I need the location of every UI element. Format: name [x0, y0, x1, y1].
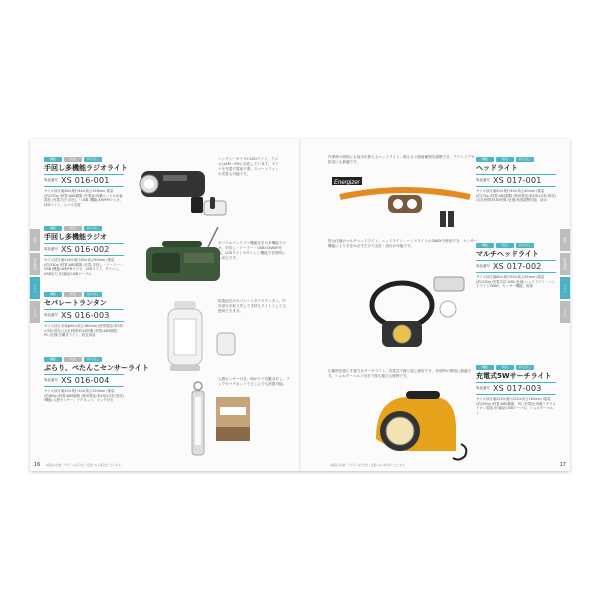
product-spec: サイズ(約) 幅125×奥行220×高さ185mm /重量(約)590g /材質:ABS樹脂、PC /充電池:内蔵リチウムイオン電池 /付属品:USBケーブル、ショルダーベルト [476, 397, 556, 415]
page-gutter [299, 139, 301, 471]
lantern-photo [160, 299, 210, 375]
headlight-photo [330, 175, 480, 231]
tag: 持ち出し [84, 292, 102, 297]
product-code: XS 016-003 [61, 311, 110, 320]
tag: 防災 [64, 157, 82, 162]
tag: 持ち出し [84, 357, 102, 362]
product-block [476, 243, 556, 305]
hand-crank-photo [200, 195, 230, 221]
product-spec: サイズ(約) 幅55×奥行45×高さ40mm /重量(約)75g /材質:ABS樹脂 /使用電池:単4形×3本(別売) /点灯時間:約30時間 /仕様:角度調整可能、防水 [476, 189, 556, 203]
product-title: ぶらり、ぺたんこセンサーライト [44, 364, 149, 372]
side-tab-active[interactable]: ライト [560, 277, 570, 299]
product-code: XS 017-003 [493, 384, 542, 393]
side-tab[interactable]: 防災 [30, 229, 40, 251]
side-tab-active[interactable]: ライト [30, 277, 40, 299]
code-label: 単品番号 [476, 264, 490, 268]
side-tab[interactable]: ラジオ [30, 301, 40, 323]
tag: 機能 [44, 357, 62, 362]
side-tab[interactable]: 防災 [560, 229, 570, 251]
tag: 機能 [476, 365, 494, 370]
product-title: ヘッドライト [476, 164, 518, 172]
page-number: 16 [34, 462, 41, 468]
multi-headlight-photo [362, 269, 472, 359]
product-description: 人感センサー付き。暗がりで自動点灯し、フックやマグネットでどこにでも設置可能。 [218, 377, 290, 386]
product-title: 手回し多機能ラジオ [44, 233, 107, 241]
sensor-light-room-photo [216, 397, 250, 441]
product-block [44, 226, 124, 288]
lantern-detail-photo [213, 329, 239, 359]
tag: 防災 [496, 243, 514, 248]
product-description: 広範囲を照らす強力なサーチライト。充電式で繰り返し使用でき、非常時の照明に最適です。ショルダーベルト付きで持ち運びも便利です。 [328, 369, 472, 378]
right-side-tabs [560, 229, 570, 325]
product-code: XS 016-002 [61, 245, 110, 254]
footnote: ※商品の仕様・デザインは予告なく変更になる場合がございます。 [46, 464, 124, 467]
product-spec: サイズ(約) 幅58×奥行44×高さ156mm 重量(約)170g /材質:ABS樹脂 /充電池:内蔵ニッケル水素電池 /充電方法:手回し・USB /機能:AM/FMラジオ、LEDライト、スマホ充電 [44, 189, 123, 207]
product-spec: サイズ(約) 幅150×奥行65×高さ80mm /重量(約)330g /材質:ABS樹脂 /充電:手回し・ソーラー・USB /機能:AM/FMラジオ、LEDライト、サイレン、USB出力 /付属品:USBケーブル [44, 258, 123, 276]
product-block [476, 157, 556, 219]
product-description: 乾電池式のセパレートタイプランタン。中央部分を取り外して手持ちライトとしても使用できます。 [218, 299, 287, 313]
tag: 持ち出し [516, 157, 534, 162]
product-title: マルチヘッドライト [476, 250, 539, 258]
product-code: XS 017-001 [493, 176, 542, 185]
tag: 防災 [64, 357, 82, 362]
product-code: XS 016-001 [61, 176, 110, 185]
code-label: 単品番号 [476, 178, 490, 182]
code-label: 単品番号 [476, 386, 490, 390]
footnote: ※商品の仕様・デザインは予告なく変更になる場合がございます。 [330, 464, 408, 467]
page-number: 17 [559, 462, 566, 468]
tag: 機能 [44, 292, 62, 297]
code-label: 単品番号 [44, 247, 58, 251]
brand-logo-text: Energizer [334, 180, 360, 186]
code-label: 単品番号 [44, 178, 58, 182]
product-code: XS 017-002 [493, 262, 542, 271]
product-description: ハンディータイプのLEDライト。ラジオはAM・FMに対応しています。ダイナモ充電で電池不要。スマートフォンの充電も可能です。 [218, 157, 279, 176]
tag: 機能 [476, 157, 494, 162]
side-tab[interactable]: 防災用品 [30, 253, 40, 275]
product-title: 手回し多機能ラジオライト [44, 164, 128, 172]
product-description: モバイルバッテリー機能付きの多機能ラジオ。手回し・ソーラー・USBの3WAY充電。LEDライトやサイレン機能で非常時にも安心です。 [218, 241, 287, 260]
product-block [44, 357, 149, 419]
sensor-light-photo [188, 381, 208, 459]
product-code: XS 016-004 [61, 376, 110, 385]
product-description: 防水仕様のマルチヘッドライト。ヘッドライト・ハンドライトの2WAYで使用でき、センサー機能により手をかざすだけで点灯・消灯が可能です。 [328, 239, 478, 248]
product-block [44, 292, 124, 354]
product-description: 作業時の照明にも両手が使えるヘッドライト。明るさと照射範囲を調整でき、アウトドアや防災にも最適です。 [328, 155, 475, 164]
tag: 防災 [496, 365, 514, 370]
code-label: 単品番号 [44, 313, 58, 317]
product-block [44, 157, 128, 219]
tag: 持ち出し [84, 157, 102, 162]
product-title: セパレートランタン [44, 299, 107, 307]
product-spec: サイズ(約) 幅15×奥行10×高さ120mm /重量(約)60g /材質:ABS樹脂 /使用電池:単4形×3本(別売) /機能:人感センサー、マグネット、フック付き [44, 389, 124, 403]
tag: 機能 [44, 226, 62, 231]
product-title: 充電式5Wサーチライト [476, 372, 552, 380]
left-side-tabs [30, 229, 40, 325]
tag: 持ち出し [516, 365, 534, 370]
catalog-spread [30, 139, 570, 471]
side-tab[interactable]: 防災用品 [560, 253, 570, 275]
searchlight-photo [366, 389, 474, 463]
product-block [476, 365, 556, 427]
tag: 持ち出し [516, 243, 534, 248]
tag: 防災 [64, 292, 82, 297]
side-tab[interactable]: ラジオ [560, 301, 570, 323]
tag: 機能 [44, 157, 62, 162]
tag: 機能 [476, 243, 494, 248]
code-label: 単品番号 [44, 378, 58, 382]
tag: 持ち出し [84, 226, 102, 231]
tag: 防災 [496, 157, 514, 162]
product-spec: サイズ(約) 本体φ90×高さ180mm /使用電池:単3形×3本(別売) /点灯時間:約10時間 /材質:ABS樹脂、PC /仕様:分離式ライト、防災用品 [44, 324, 123, 338]
tag: 防災 [64, 226, 82, 231]
product-spec: サイズ(約) 幅60×奥行50×高さ45mm /重量(約)120g /充電方法:USB /仕様:ヘッドライト・ハンドライト2WAY、センサー機能、防滴 [476, 275, 556, 289]
multi-radio-photo [138, 227, 228, 289]
